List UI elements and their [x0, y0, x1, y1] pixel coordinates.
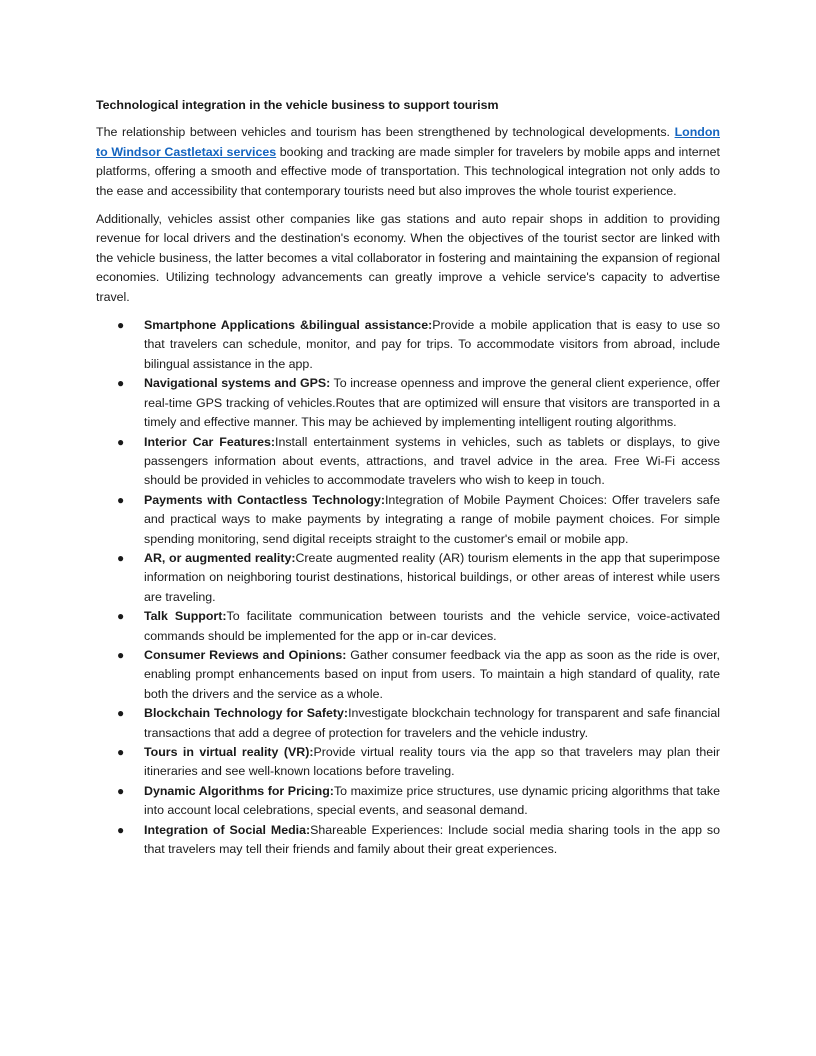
- bullet-term: Integration of Social Media:: [144, 822, 311, 837]
- bullet-icon: ●: [117, 492, 125, 507]
- list-item: [96, 491, 720, 549]
- bullet-text: To increase openness and improve the general client experience, offer real-time GPS tracking of vehicles.Routes that are optimized will ensure that visitors are transported in a timely and effective manner. This may be achieved by implementing intelligent routing algorithms.: [144, 376, 720, 430]
- bullet-text: Integration of Mobile Payment Choices: Offer travelers safe and practical ways to make payments by integrating a range of mobile payment choices. For simple spending monitoring, send digital receipts straight to the customer's email or mobile app.: [144, 492, 720, 546]
- bullet-term: AR, or augmented reality:: [144, 550, 296, 565]
- bullet-icon: ●: [117, 434, 125, 449]
- windsor-taxi-link[interactable]: London to Windsor Castletaxi services: [96, 125, 720, 159]
- bullet-term: Navigational systems and GPS:: [144, 376, 331, 391]
- bullet-text: Provide a mobile application that is easy to use so that travelers can schedule, monitor, and pay for trips. To accommodate visitors from abroad, include bilingual assistance in the app.: [144, 318, 720, 371]
- bullet-icon: ●: [117, 609, 125, 624]
- bullet-text: Install entertainment systems in vehicles, such as tablets or displays, to give passengers information about events, attractions, and travel advice in the area. Free Wi-Fi access should be provided in vehicles to accommodate travelers who wish to keep in touch.: [144, 434, 720, 488]
- bullet-icon: ●: [117, 745, 125, 759]
- list-item: [96, 433, 720, 491]
- bullet-icon: ●: [117, 706, 125, 721]
- document-heading: Technological integration in the vehicle business to support tourism: [96, 98, 499, 112]
- bullet-icon: ●: [117, 822, 125, 837]
- bullet-text: Provide virtual reality tours via the app so that travelers may plan their itineraries and see well-known locations before traveling.: [144, 745, 721, 779]
- bullet-text: To facilitate communication between tourists and the vehicle service, voice-activated commands should be implemented for the app or in-car devices.: [144, 609, 720, 643]
- list-item: [96, 374, 720, 432]
- bullet-text: To maximize price structures, use dynamic pricing algorithms that take into account local celebrations, special events, and seasonal demand.: [144, 783, 720, 818]
- bullet-icon: ●: [117, 783, 125, 798]
- bullet-term: Interior Car Features:: [144, 434, 276, 449]
- bullet-icon: ●: [117, 376, 125, 391]
- list-item: [96, 704, 720, 743]
- list-item: [96, 316, 720, 374]
- bullet-term: Consumer Reviews and Opinions:: [144, 647, 347, 662]
- bullet-term: Tours in virtual reality (VR):: [144, 745, 314, 759]
- intro-text-before-link: The relationship between vehicles and tourism has been strengthened by technological developments.: [96, 125, 675, 140]
- economy-paragraph: Additionally, vehicles assist other companies like gas stations and auto repair shops in addition to providing revenue for local drivers and the destination's economy. When the objectives of the tourist sector are linked with the vehicle business, the latter becomes a vital collaborator in fostering and maintaining the expansion of regional economies. Utilizing technology advancements can greatly improve a vehicle service's capacity to advertise travel.: [96, 212, 720, 304]
- list-item: [96, 549, 720, 607]
- list-item: [96, 743, 720, 782]
- bullet-icon: ●: [117, 318, 125, 333]
- list-item: [96, 821, 720, 860]
- bullet-term: Blockchain Technology for Safety:: [144, 706, 349, 721]
- list-item: [96, 782, 720, 821]
- bullet-icon: ●: [117, 647, 125, 662]
- list-item: [96, 646, 720, 704]
- bullet-term: Dynamic Algorithms for Pricing:: [144, 783, 334, 798]
- bullet-term: Talk Support:: [144, 609, 227, 624]
- bullet-text: Create augmented reality (AR) tourism elements in the app that superimpose information on neighboring tourist destinations, historical buildings, or other areas of interest while users are traveling.: [144, 550, 720, 604]
- feature-list: [96, 316, 720, 859]
- document-page: [96, 96, 720, 859]
- bullet-text: Gather consumer feedback via the app as soon as the ride is over, enabling prompt enhancements based on input from users. To maintain a high standard of quality, rate both the drivers and the service as a whole.: [144, 647, 720, 701]
- bullet-text: Shareable Experiences: Include social media sharing tools in the app so that travelers may tell their friends and family about their great experiences.: [144, 822, 720, 857]
- intro-text-after-link: booking and tracking are made simpler for travelers by mobile apps and internet platforms, offering a smooth and effective mode of transportation. This technological integration not only adds to the ease and accessibility that contemporary tourists need but also improves the whole tourist experience.: [96, 144, 720, 198]
- bullet-term: Payments with Contactless Technology:: [144, 492, 385, 507]
- intro-paragraph: [96, 123, 720, 201]
- list-item: [96, 607, 720, 646]
- bullet-icon: ●: [117, 550, 125, 565]
- bullet-term: Smartphone Applications &bilingual assistance:: [144, 318, 433, 333]
- bullet-text: Investigate blockchain technology for transparent and safe financial transactions that add a degree of protection for travelers and the vehicle industry.: [144, 706, 721, 740]
